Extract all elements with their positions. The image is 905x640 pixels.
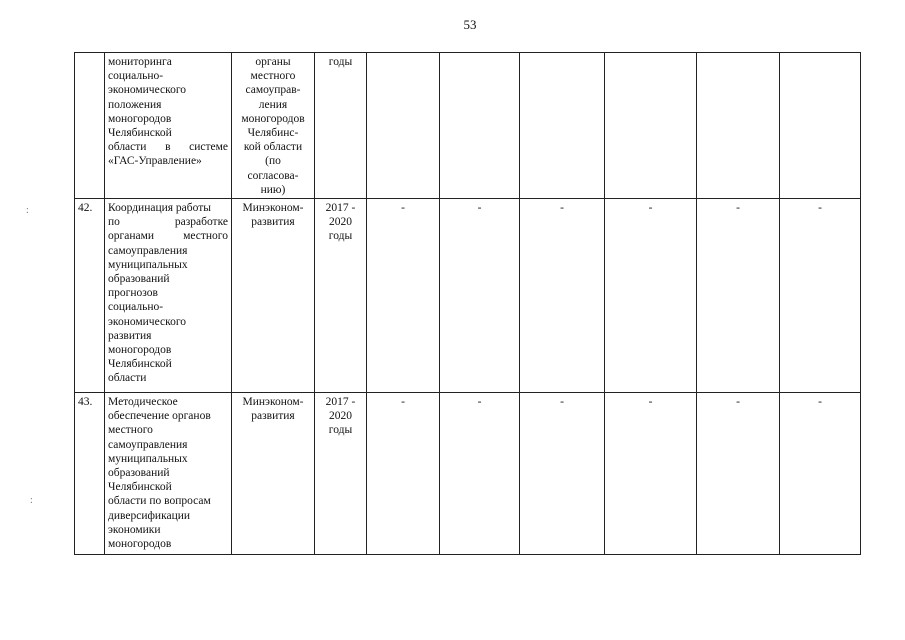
value-cell: - [367,393,440,555]
name-line: положения [108,98,162,111]
name-line: органами местного [108,230,228,243]
value-cell: - [440,393,520,555]
value-cell [697,53,780,199]
name-line: Челябинской [108,127,172,140]
name-line: образований [108,273,170,286]
name-line: диверсификации [108,509,191,522]
measure-name [105,199,232,393]
name-line: обеспечение органов [108,410,211,423]
executor-line: Челябинс- [247,127,299,140]
value-cell: - [780,199,861,393]
measure-name [105,393,232,555]
value-cell: - [440,199,520,393]
scan-mark: : [30,495,33,506]
name-line: области по вопросам [108,495,211,508]
name-line: образований [108,467,170,480]
executor-line: моногородов [241,112,305,125]
table-row [75,393,861,555]
page-number: 53 [463,17,477,32]
executor-line: развития [251,216,295,229]
name-line: социально- [108,301,164,314]
row-number [75,53,105,199]
term [315,53,367,199]
value-cell: - [780,393,861,555]
value-cell [520,53,605,199]
executor-line: (по [265,155,281,168]
scan-mark: : [26,205,29,216]
table-row [75,199,861,393]
executor [232,393,315,555]
row-number: 43. [75,393,105,555]
name-line: экономического [108,84,187,97]
term [315,393,367,555]
executor-line: ления [258,98,288,111]
name-line: по разработке [108,216,228,229]
value-cell: - [520,393,605,555]
value-cell: - [605,199,697,393]
name-line: моногородов [108,538,172,551]
value-cell [780,53,861,199]
executor-line: Минэконом- [242,396,304,408]
row-number: 42. [75,199,105,393]
executor [232,199,315,393]
executor-line: развития [251,410,295,423]
executor-line: органы [255,56,291,68]
term-line: 2020 [329,410,352,423]
value-cell: - [520,199,605,393]
name-line: муниципальных [108,258,188,271]
executor-line: самоуправ- [245,84,301,97]
executor-line: местного [250,70,296,83]
name-line: области в системе [108,141,228,154]
name-line: муниципальных [108,452,188,465]
term-line: годы [328,56,353,68]
name-line: прогнозов [108,287,158,300]
executor-line: согласова- [247,169,299,182]
value-cell: - [605,393,697,555]
name-line: экономического [108,315,187,328]
name-line: местного [108,424,153,437]
name-line: «ГАС-Управление» [108,155,202,168]
value-cell: - [697,199,780,393]
name-line: мониторинга [108,56,172,68]
executor-line: Минэконом- [242,202,304,214]
name-line: моногородов [108,344,172,357]
value-cell [440,53,520,199]
measure-name [105,53,232,199]
name-line: моногородов [108,112,172,125]
measures-table [74,52,861,555]
term-line: годы [328,230,353,243]
term-line: годы [328,424,353,437]
name-line: Челябинской [108,358,172,371]
name-line: Челябинской [108,481,172,494]
value-cell: - [367,199,440,393]
executor-line: кой области [243,141,303,154]
value-cell [367,53,440,199]
value-cell: - [697,393,780,555]
term-line: 2020 [329,216,352,229]
term [315,199,367,393]
term-line: 2017 - [325,396,356,408]
name-line: самоуправления [108,438,188,451]
name-line: экономики [108,523,161,536]
name-line: социально- [108,70,164,83]
executor [232,53,315,199]
value-cell [605,53,697,199]
term-line: 2017 - [325,202,356,214]
table-row [75,53,861,199]
name-line: Координация работы [108,202,211,214]
name-line: развития [108,329,152,342]
name-line: Методическое [108,396,178,408]
name-line: самоуправления [108,244,188,257]
executor-line: нию) [260,183,286,196]
name-line: области [108,372,147,385]
